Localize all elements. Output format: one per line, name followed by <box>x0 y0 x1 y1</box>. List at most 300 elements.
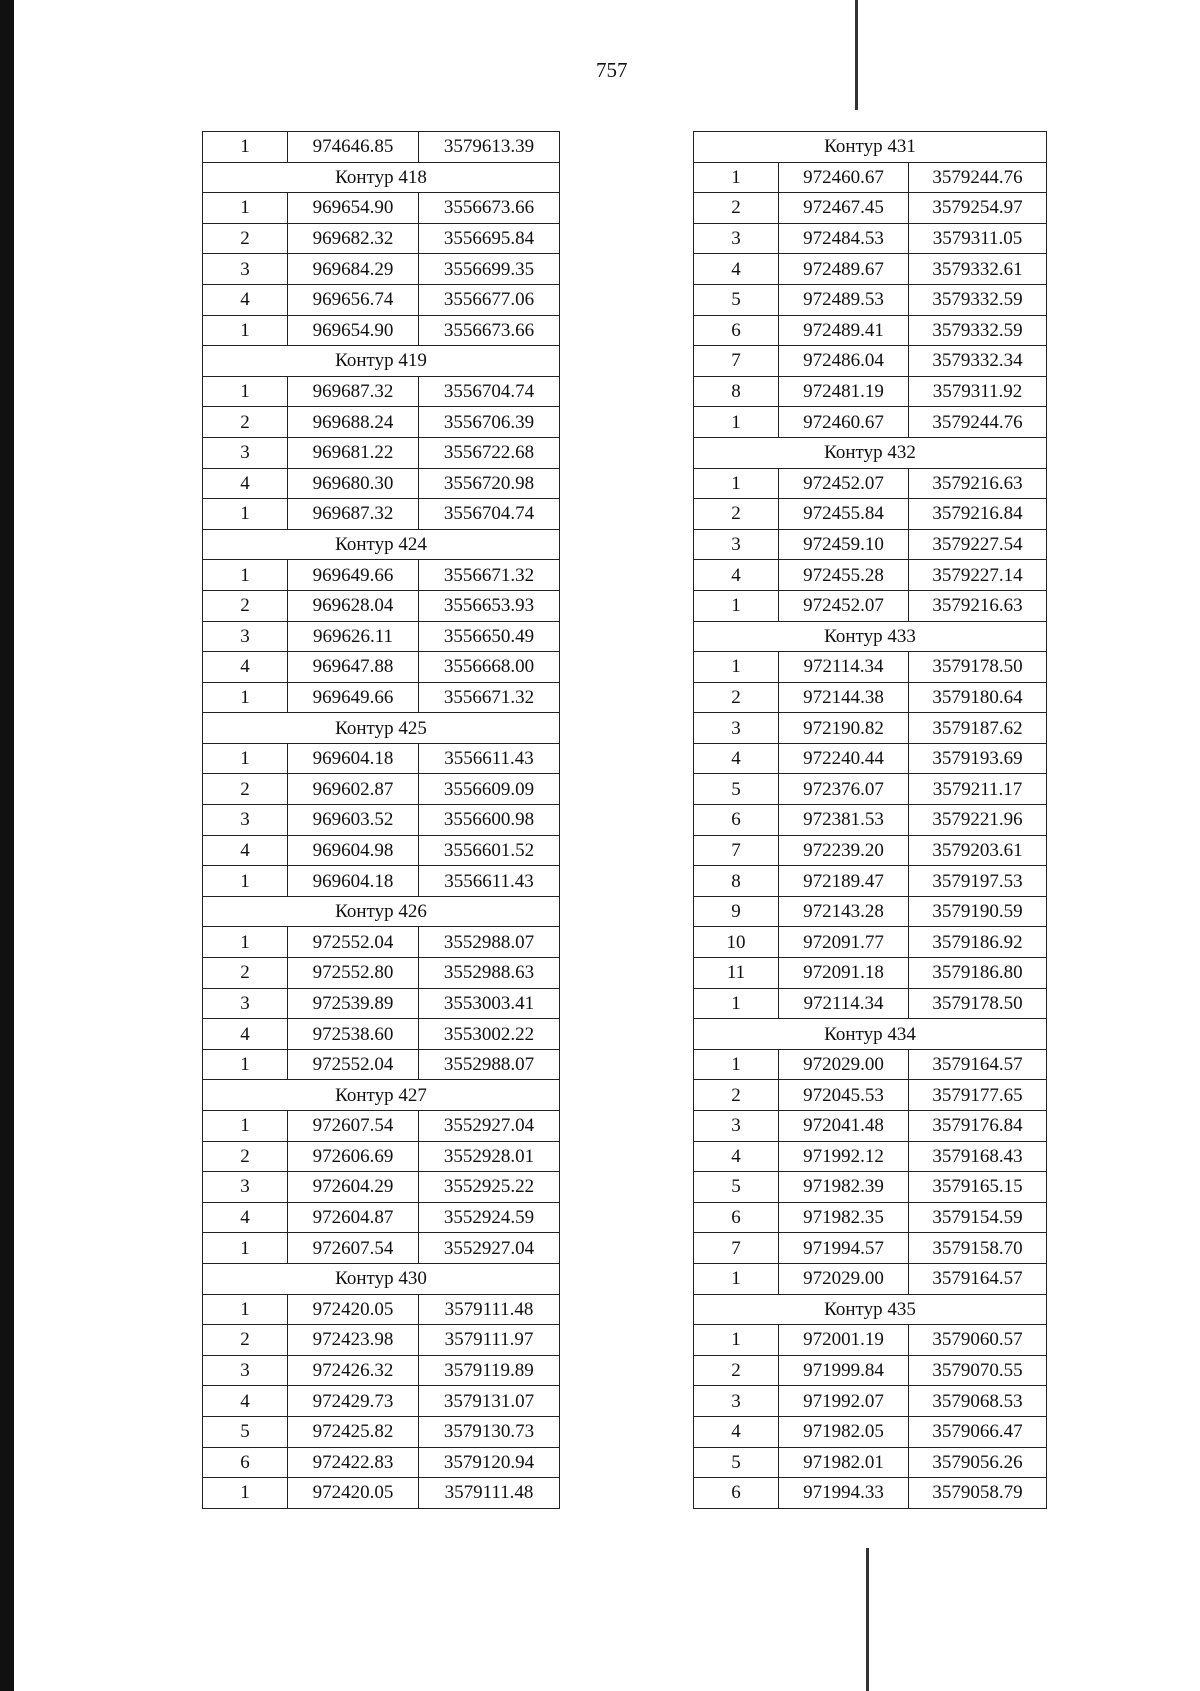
x-coordinate-cell: 969682.32 <box>288 223 419 254</box>
x-coordinate-cell: 969604.18 <box>288 866 419 897</box>
x-coordinate-cell: 972607.54 <box>288 1111 419 1142</box>
y-coordinate-cell: 3556704.74 <box>419 499 560 530</box>
point-number-cell: 1 <box>203 1111 288 1142</box>
x-coordinate-cell: 972604.87 <box>288 1202 419 1233</box>
table-row <box>203 254 560 285</box>
x-coordinate-cell: 972489.67 <box>779 254 909 285</box>
x-coordinate-cell: 972091.18 <box>779 958 909 989</box>
x-coordinate-cell: 972422.83 <box>288 1447 419 1478</box>
point-number-cell: 1 <box>694 468 779 499</box>
table-row <box>694 805 1047 836</box>
table-row <box>694 866 1047 897</box>
point-number-cell: 3 <box>203 805 288 836</box>
table-row <box>694 1233 1047 1264</box>
contour-label: Контур 425 <box>203 713 560 744</box>
point-number-cell: 3 <box>694 223 779 254</box>
contour-header-row <box>694 437 1047 468</box>
x-coordinate-cell: 969649.66 <box>288 560 419 591</box>
contour-label: Контур 434 <box>694 1019 1047 1050</box>
x-coordinate-cell: 971982.39 <box>779 1172 909 1203</box>
y-coordinate-cell: 3579178.50 <box>909 652 1047 683</box>
x-coordinate-cell: 971999.84 <box>779 1355 909 1386</box>
x-coordinate-cell: 969687.32 <box>288 376 419 407</box>
table-row <box>203 1202 560 1233</box>
point-number-cell: 1 <box>203 132 288 163</box>
table-row <box>694 713 1047 744</box>
scan-edge <box>0 0 14 1691</box>
point-number-cell: 6 <box>694 805 779 836</box>
y-coordinate-cell: 3579197.53 <box>909 866 1047 897</box>
point-number-cell: 4 <box>694 1416 779 1447</box>
point-number-cell: 2 <box>694 682 779 713</box>
table-row <box>203 1111 560 1142</box>
table-row <box>694 1202 1047 1233</box>
x-coordinate-cell: 972489.53 <box>779 284 909 315</box>
x-coordinate-cell: 972114.34 <box>779 988 909 1019</box>
y-coordinate-cell: 3579131.07 <box>419 1386 560 1417</box>
point-number-cell: 6 <box>694 1478 779 1509</box>
table-row <box>203 1478 560 1509</box>
x-coordinate-cell: 972452.07 <box>779 590 909 621</box>
y-coordinate-cell: 3579244.76 <box>909 407 1047 438</box>
point-number-cell: 2 <box>694 499 779 530</box>
table-row <box>694 1141 1047 1172</box>
point-number-cell: 3 <box>203 988 288 1019</box>
x-coordinate-cell: 969680.30 <box>288 468 419 499</box>
point-number-cell: 4 <box>203 468 288 499</box>
y-coordinate-cell: 3556704.74 <box>419 376 560 407</box>
x-coordinate-cell: 972455.28 <box>779 560 909 591</box>
x-coordinate-cell: 969603.52 <box>288 805 419 836</box>
table-row <box>203 988 560 1019</box>
y-coordinate-cell: 3556611.43 <box>419 743 560 774</box>
y-coordinate-cell: 3556611.43 <box>419 866 560 897</box>
y-coordinate-cell: 3579068.53 <box>909 1386 1047 1417</box>
point-number-cell: 2 <box>694 193 779 224</box>
y-coordinate-cell: 3556720.98 <box>419 468 560 499</box>
y-coordinate-cell: 3556671.32 <box>419 560 560 591</box>
y-coordinate-cell: 3579111.48 <box>419 1294 560 1325</box>
contour-header-row <box>694 132 1047 163</box>
y-coordinate-cell: 3553002.22 <box>419 1019 560 1050</box>
x-coordinate-cell: 971992.07 <box>779 1386 909 1417</box>
x-coordinate-cell: 972029.00 <box>779 1049 909 1080</box>
contour-header-row <box>203 162 560 193</box>
table-row <box>203 560 560 591</box>
point-number-cell: 6 <box>203 1447 288 1478</box>
table-row <box>694 284 1047 315</box>
point-number-cell: 4 <box>203 284 288 315</box>
table-row <box>694 1416 1047 1447</box>
table-row <box>694 1386 1047 1417</box>
x-coordinate-cell: 969654.90 <box>288 315 419 346</box>
x-coordinate-cell: 969604.98 <box>288 835 419 866</box>
table-row <box>694 1447 1047 1478</box>
table-row <box>203 774 560 805</box>
x-coordinate-cell: 972489.41 <box>779 315 909 346</box>
point-number-cell: 4 <box>694 254 779 285</box>
x-coordinate-cell: 971982.35 <box>779 1202 909 1233</box>
y-coordinate-cell: 3579613.39 <box>419 132 560 163</box>
point-number-cell: 2 <box>203 774 288 805</box>
coordinates-table-left <box>202 131 560 1509</box>
x-coordinate-cell: 972143.28 <box>779 896 909 927</box>
y-coordinate-cell: 3556695.84 <box>419 223 560 254</box>
point-number-cell: 3 <box>203 437 288 468</box>
y-coordinate-cell: 3579111.48 <box>419 1478 560 1509</box>
x-coordinate-cell: 969602.87 <box>288 774 419 805</box>
x-coordinate-cell: 972189.47 <box>779 866 909 897</box>
y-coordinate-cell: 3579254.97 <box>909 193 1047 224</box>
point-number-cell: 1 <box>203 315 288 346</box>
x-coordinate-cell: 972484.53 <box>779 223 909 254</box>
y-coordinate-cell: 3579193.69 <box>909 743 1047 774</box>
point-number-cell: 3 <box>203 254 288 285</box>
table-row <box>203 468 560 499</box>
contour-header-row <box>694 1294 1047 1325</box>
table-row <box>694 682 1047 713</box>
x-coordinate-cell: 972455.84 <box>779 499 909 530</box>
y-coordinate-cell: 3579119.89 <box>419 1355 560 1386</box>
point-number-cell: 1 <box>203 193 288 224</box>
table-row <box>203 590 560 621</box>
table-row <box>203 407 560 438</box>
contour-header-row <box>203 896 560 927</box>
y-coordinate-cell: 3552924.59 <box>419 1202 560 1233</box>
y-coordinate-cell: 3579066.47 <box>909 1416 1047 1447</box>
x-coordinate-cell: 972029.00 <box>779 1263 909 1294</box>
y-coordinate-cell: 3556722.68 <box>419 437 560 468</box>
point-number-cell: 2 <box>694 1355 779 1386</box>
x-coordinate-cell: 969681.22 <box>288 437 419 468</box>
table-row <box>203 376 560 407</box>
x-coordinate-cell: 972426.32 <box>288 1355 419 1386</box>
point-number-cell: 1 <box>203 560 288 591</box>
y-coordinate-cell: 3556653.93 <box>419 590 560 621</box>
point-number-cell: 2 <box>203 590 288 621</box>
y-coordinate-cell: 3552925.22 <box>419 1172 560 1203</box>
table-row <box>694 958 1047 989</box>
x-coordinate-cell: 969687.32 <box>288 499 419 530</box>
table-row <box>203 1019 560 1050</box>
point-number-cell: 4 <box>694 560 779 591</box>
y-coordinate-cell: 3556677.06 <box>419 284 560 315</box>
y-coordinate-cell: 3556671.32 <box>419 682 560 713</box>
table-row <box>694 1263 1047 1294</box>
table-row <box>203 927 560 958</box>
x-coordinate-cell: 972539.89 <box>288 988 419 1019</box>
x-coordinate-cell: 972376.07 <box>779 774 909 805</box>
point-number-cell: 1 <box>694 162 779 193</box>
contour-header-row <box>203 529 560 560</box>
x-coordinate-cell: 972045.53 <box>779 1080 909 1111</box>
table-row <box>694 774 1047 805</box>
x-coordinate-cell: 974646.85 <box>288 132 419 163</box>
y-coordinate-cell: 3552988.07 <box>419 927 560 958</box>
y-coordinate-cell: 3579332.59 <box>909 284 1047 315</box>
point-number-cell: 4 <box>203 1019 288 1050</box>
point-number-cell: 3 <box>203 1355 288 1386</box>
point-number-cell: 2 <box>203 958 288 989</box>
contour-label: Контур 418 <box>203 162 560 193</box>
table-row <box>203 1233 560 1264</box>
binding-line-bottom <box>866 1548 869 1691</box>
y-coordinate-cell: 3579211.17 <box>909 774 1047 805</box>
y-coordinate-cell: 3552928.01 <box>419 1141 560 1172</box>
point-number-cell: 1 <box>203 743 288 774</box>
y-coordinate-cell: 3556609.09 <box>419 774 560 805</box>
point-number-cell: 1 <box>203 499 288 530</box>
x-coordinate-cell: 972460.67 <box>779 407 909 438</box>
table-row <box>203 835 560 866</box>
contour-header-row <box>694 621 1047 652</box>
table-row <box>203 223 560 254</box>
point-number-cell: 8 <box>694 376 779 407</box>
contour-label: Контур 431 <box>694 132 1047 163</box>
x-coordinate-cell: 969628.04 <box>288 590 419 621</box>
table-row <box>694 376 1047 407</box>
table-row <box>694 1355 1047 1386</box>
table-row <box>694 223 1047 254</box>
y-coordinate-cell: 3579187.62 <box>909 713 1047 744</box>
x-coordinate-cell: 972460.67 <box>779 162 909 193</box>
x-coordinate-cell: 969647.88 <box>288 652 419 683</box>
contour-label: Контур 435 <box>694 1294 1047 1325</box>
y-coordinate-cell: 3579168.43 <box>909 1141 1047 1172</box>
table-row <box>203 652 560 683</box>
y-coordinate-cell: 3579158.70 <box>909 1233 1047 1264</box>
point-number-cell: 4 <box>694 743 779 774</box>
y-coordinate-cell: 3556668.00 <box>419 652 560 683</box>
table-row <box>203 1172 560 1203</box>
point-number-cell: 4 <box>694 1141 779 1172</box>
x-coordinate-cell: 972486.04 <box>779 346 909 377</box>
table-row <box>203 1416 560 1447</box>
x-coordinate-cell: 972552.04 <box>288 927 419 958</box>
x-coordinate-cell: 972114.34 <box>779 652 909 683</box>
x-coordinate-cell: 972423.98 <box>288 1325 419 1356</box>
y-coordinate-cell: 3556673.66 <box>419 315 560 346</box>
y-coordinate-cell: 3579130.73 <box>419 1416 560 1447</box>
point-number-cell: 5 <box>694 1172 779 1203</box>
table-row <box>203 866 560 897</box>
x-coordinate-cell: 972420.05 <box>288 1294 419 1325</box>
y-coordinate-cell: 3579177.65 <box>909 1080 1047 1111</box>
y-coordinate-cell: 3579070.55 <box>909 1355 1047 1386</box>
x-coordinate-cell: 969604.18 <box>288 743 419 774</box>
contour-label: Контур 424 <box>203 529 560 560</box>
y-coordinate-cell: 3579060.57 <box>909 1325 1047 1356</box>
y-coordinate-cell: 3556601.52 <box>419 835 560 866</box>
y-coordinate-cell: 3579186.92 <box>909 927 1047 958</box>
point-number-cell: 4 <box>203 1202 288 1233</box>
point-number-cell: 1 <box>694 652 779 683</box>
x-coordinate-cell: 972425.82 <box>288 1416 419 1447</box>
point-number-cell: 9 <box>694 896 779 927</box>
y-coordinate-cell: 3579178.50 <box>909 988 1047 1019</box>
contour-label: Контур 427 <box>203 1080 560 1111</box>
y-coordinate-cell: 3579165.15 <box>909 1172 1047 1203</box>
y-coordinate-cell: 3579216.84 <box>909 499 1047 530</box>
table-row <box>203 1447 560 1478</box>
point-number-cell: 5 <box>203 1416 288 1447</box>
y-coordinate-cell: 3579216.63 <box>909 468 1047 499</box>
x-coordinate-cell: 972420.05 <box>288 1478 419 1509</box>
table-row <box>694 1111 1047 1142</box>
point-number-cell: 2 <box>203 1325 288 1356</box>
point-number-cell: 3 <box>203 1172 288 1203</box>
y-coordinate-cell: 3579332.34 <box>909 346 1047 377</box>
y-coordinate-cell: 3579227.54 <box>909 529 1047 560</box>
x-coordinate-cell: 972429.73 <box>288 1386 419 1417</box>
y-coordinate-cell: 3579244.76 <box>909 162 1047 193</box>
y-coordinate-cell: 3579227.14 <box>909 560 1047 591</box>
table-row <box>203 621 560 652</box>
x-coordinate-cell: 972144.38 <box>779 682 909 713</box>
point-number-cell: 6 <box>694 1202 779 1233</box>
y-coordinate-cell: 3556650.49 <box>419 621 560 652</box>
x-coordinate-cell: 972467.45 <box>779 193 909 224</box>
contour-header-row <box>203 713 560 744</box>
point-number-cell: 7 <box>694 346 779 377</box>
point-number-cell: 1 <box>694 1049 779 1080</box>
y-coordinate-cell: 3579154.59 <box>909 1202 1047 1233</box>
y-coordinate-cell: 3579120.94 <box>419 1447 560 1478</box>
table-row <box>203 284 560 315</box>
table-row <box>203 743 560 774</box>
x-coordinate-cell: 969688.24 <box>288 407 419 438</box>
table-row <box>694 835 1047 866</box>
point-number-cell: 1 <box>203 1049 288 1080</box>
table-row <box>203 1049 560 1080</box>
point-number-cell: 6 <box>694 315 779 346</box>
x-coordinate-cell: 972481.19 <box>779 376 909 407</box>
table-row <box>203 1325 560 1356</box>
y-coordinate-cell: 3579311.05 <box>909 223 1047 254</box>
point-number-cell: 11 <box>694 958 779 989</box>
y-coordinate-cell: 3552988.07 <box>419 1049 560 1080</box>
y-coordinate-cell: 3579164.57 <box>909 1263 1047 1294</box>
binding-line-top <box>855 0 858 110</box>
y-coordinate-cell: 3552927.04 <box>419 1111 560 1142</box>
table-row <box>694 407 1047 438</box>
point-number-cell: 1 <box>203 1478 288 1509</box>
y-coordinate-cell: 3579332.59 <box>909 315 1047 346</box>
table-row <box>694 254 1047 285</box>
point-number-cell: 3 <box>694 713 779 744</box>
x-coordinate-cell: 969684.29 <box>288 254 419 285</box>
point-number-cell: 1 <box>694 407 779 438</box>
contour-header-row <box>203 1263 560 1294</box>
x-coordinate-cell: 969656.74 <box>288 284 419 315</box>
table-row <box>694 193 1047 224</box>
y-coordinate-cell: 3579180.64 <box>909 682 1047 713</box>
y-coordinate-cell: 3552927.04 <box>419 1233 560 1264</box>
table-row <box>694 1080 1047 1111</box>
x-coordinate-cell: 972452.07 <box>779 468 909 499</box>
point-number-cell: 8 <box>694 866 779 897</box>
point-number-cell: 2 <box>203 223 288 254</box>
table-row <box>694 1172 1047 1203</box>
table-row <box>694 590 1047 621</box>
x-coordinate-cell: 969649.66 <box>288 682 419 713</box>
coordinates-table-right-body <box>694 132 1047 1509</box>
point-number-cell: 1 <box>694 590 779 621</box>
table-row <box>203 437 560 468</box>
table-row <box>694 652 1047 683</box>
contour-label: Контур 426 <box>203 896 560 927</box>
point-number-cell: 4 <box>203 652 288 683</box>
x-coordinate-cell: 969654.90 <box>288 193 419 224</box>
x-coordinate-cell: 972538.60 <box>288 1019 419 1050</box>
coordinates-table-right <box>693 131 1047 1509</box>
y-coordinate-cell: 3579058.79 <box>909 1478 1047 1509</box>
point-number-cell: 1 <box>203 927 288 958</box>
point-number-cell: 7 <box>694 835 779 866</box>
table-row <box>694 1325 1047 1356</box>
y-coordinate-cell: 3579190.59 <box>909 896 1047 927</box>
y-coordinate-cell: 3579186.80 <box>909 958 1047 989</box>
x-coordinate-cell: 972041.48 <box>779 1111 909 1142</box>
y-coordinate-cell: 3579332.61 <box>909 254 1047 285</box>
point-number-cell: 1 <box>203 682 288 713</box>
y-coordinate-cell: 3556600.98 <box>419 805 560 836</box>
point-number-cell: 3 <box>694 529 779 560</box>
table-row <box>203 132 560 163</box>
coordinates-table-left-body <box>203 132 560 1509</box>
point-number-cell: 4 <box>203 1386 288 1417</box>
table-row <box>203 1386 560 1417</box>
x-coordinate-cell: 972190.82 <box>779 713 909 744</box>
point-number-cell: 1 <box>203 866 288 897</box>
table-row <box>694 1478 1047 1509</box>
x-coordinate-cell: 969626.11 <box>288 621 419 652</box>
y-coordinate-cell: 3579176.84 <box>909 1111 1047 1142</box>
contour-header-row <box>203 346 560 377</box>
point-number-cell: 3 <box>694 1111 779 1142</box>
contour-label: Контур 432 <box>694 437 1047 468</box>
table-row <box>694 529 1047 560</box>
point-number-cell: 7 <box>694 1233 779 1264</box>
point-number-cell: 1 <box>203 1294 288 1325</box>
contour-label: Контур 419 <box>203 346 560 377</box>
x-coordinate-cell: 971992.12 <box>779 1141 909 1172</box>
point-number-cell: 10 <box>694 927 779 958</box>
y-coordinate-cell: 3553003.41 <box>419 988 560 1019</box>
page-number: 757 <box>596 58 628 82</box>
y-coordinate-cell: 3556699.35 <box>419 254 560 285</box>
point-number-cell: 5 <box>694 284 779 315</box>
table-row <box>694 468 1047 499</box>
table-row <box>203 805 560 836</box>
x-coordinate-cell: 971982.05 <box>779 1416 909 1447</box>
contour-label: Контур 430 <box>203 1263 560 1294</box>
y-coordinate-cell: 3579216.63 <box>909 590 1047 621</box>
point-number-cell: 3 <box>203 621 288 652</box>
table-row <box>694 896 1047 927</box>
x-coordinate-cell: 972552.04 <box>288 1049 419 1080</box>
table-row <box>694 499 1047 530</box>
table-row <box>694 346 1047 377</box>
table-row <box>203 499 560 530</box>
x-coordinate-cell: 971994.33 <box>779 1478 909 1509</box>
point-number-cell: 2 <box>203 1141 288 1172</box>
table-row <box>694 988 1047 1019</box>
contour-header-row <box>694 1019 1047 1050</box>
x-coordinate-cell: 972381.53 <box>779 805 909 836</box>
x-coordinate-cell: 972001.19 <box>779 1325 909 1356</box>
x-coordinate-cell: 972091.77 <box>779 927 909 958</box>
